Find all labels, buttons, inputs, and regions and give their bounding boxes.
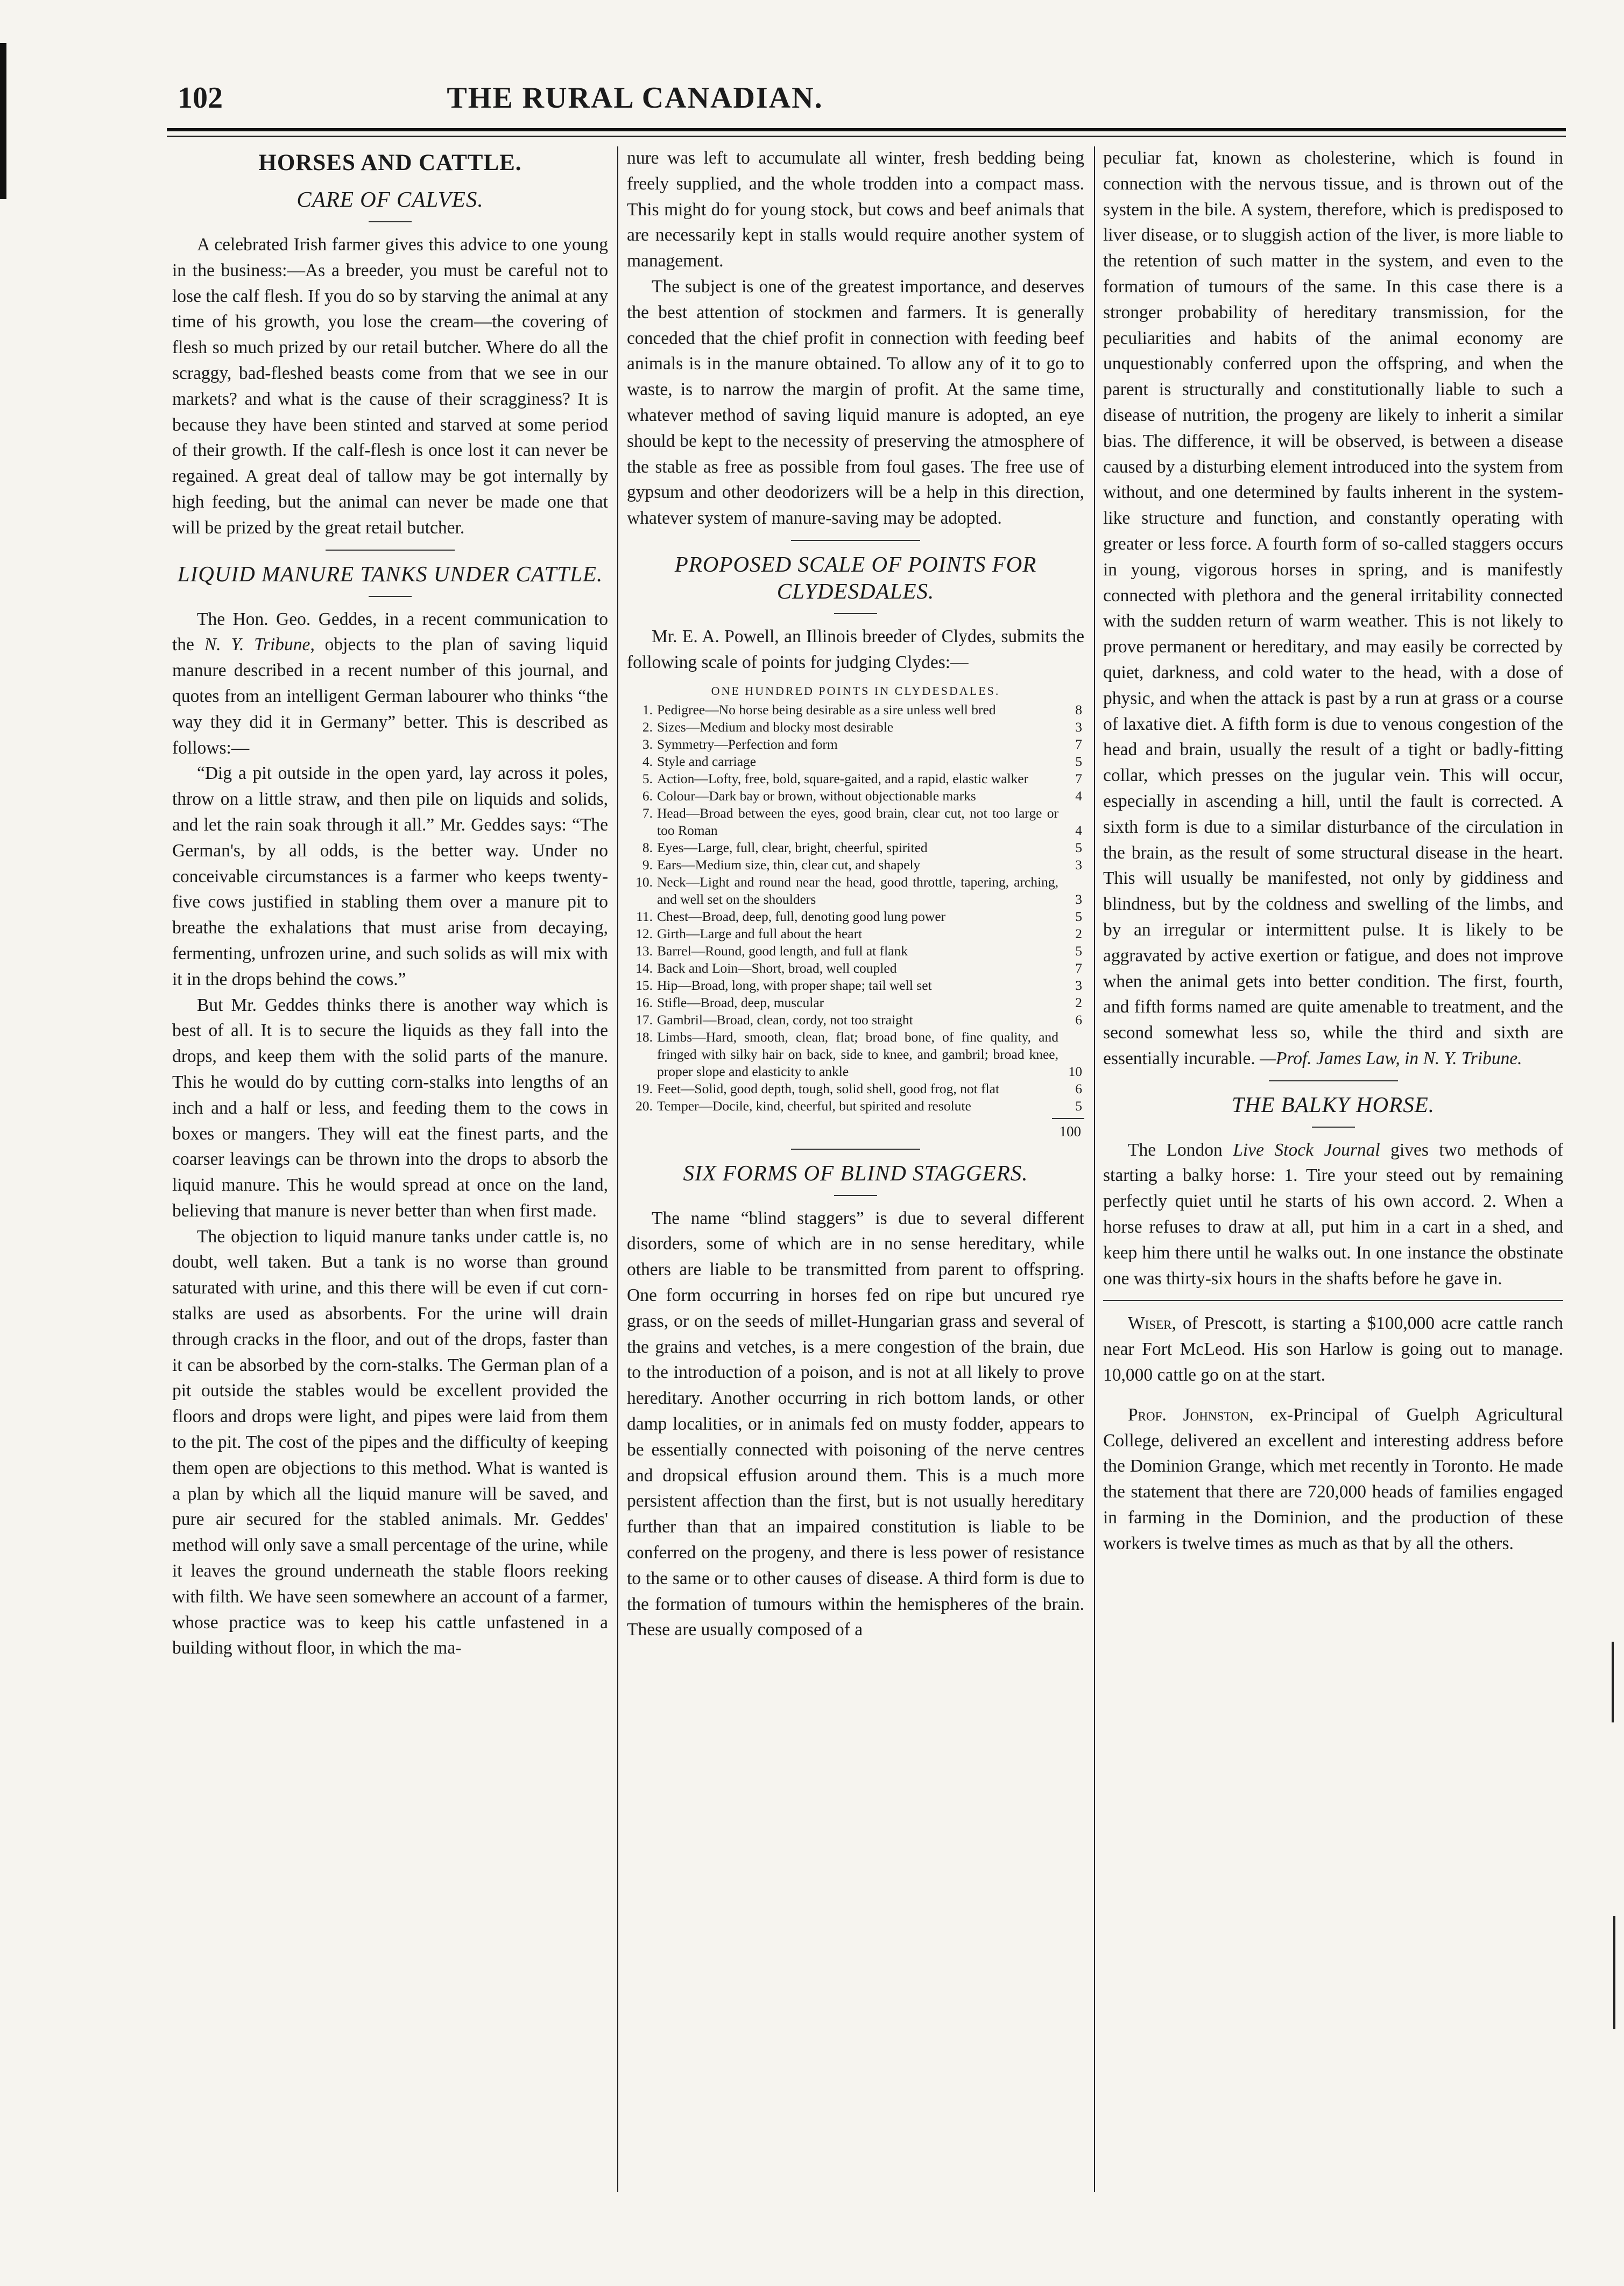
column-divider	[617, 146, 618, 2192]
point-value: 3	[1075, 891, 1082, 907]
article-body: The name “blind staggers” is due to several different disorders, some of which are in no sense hereditary, while others are liable to be transmitted from parent to offspring. One form occurring in horses fed on ripe but uncured rye grass, or on the seeds of millet-Hungarian grass and several of the grains and vetches, is a mere congestion of the brain, due to the introduction of a poison, and is not at all likely to prove hereditary. Another occurring in rich bottom lands, or other damp localities, or in animals fed on musty fodder, appears to be essentially connected with poisoning of the nerve centres and dropsical effusion around them. This is a much more persistent affection than the first, but is not usually hereditary further than that an impaired constitution is liable to be conferred on the progeny, and there is less power of resistance to the same or to other causes of disease. A third form is due to the formation of tumours within the hemispheres of the brain. These are usually composed of a	[627, 1208, 1084, 1640]
points-total: 100	[1059, 1123, 1081, 1140]
column-3	[1103, 145, 1563, 2201]
point-criterion: Action—Lofty, free, bold, square-gaited, and a rapid, elastic walker	[657, 770, 1029, 786]
point-number: 11.	[636, 908, 653, 924]
point-number: 10.	[636, 874, 653, 890]
point-criterion: Eyes—Large, full, clear, bright, cheerful, spirited	[657, 839, 928, 855]
page-number: 102	[178, 81, 223, 115]
brief-item: Prof. Johnston, ex-Principal of Guelph Agricultural College, delivered an excellent and interesting address before the Dominion Grange, which met recently in Toronto. He made the statement that there are 720,000 heads of families engaged in farming in the Dominion, and the production of these workers is twelve times as much as that by all the others.	[1103, 1404, 1563, 1553]
news-briefs	[1103, 1311, 1563, 1556]
points-row	[629, 1029, 1082, 1080]
article-rule	[1103, 1300, 1563, 1301]
article-body: Mr. E. A. Powell, an Illinois breeder of Clydes, submits the following scale of points for judging Clydes:—	[627, 626, 1084, 672]
point-value: 2	[1075, 925, 1082, 941]
points-row	[629, 856, 1082, 874]
article-heading-calves: CARE OF CALVES.	[296, 187, 484, 212]
point-number: 20.	[636, 1098, 653, 1114]
point-number: 1.	[642, 701, 653, 718]
point-criterion: Back and Loin—Short, broad, well coupled	[657, 960, 897, 976]
article-body: “Dig a pit outside in the open yard, lay across it poles, throw on a little straw, and then pile on liquids and solids, and let the rain soak through it all.” Mr. Geddes says: “The German's, by all odds, is the better way. Under no conceivable circumstances is a farmer who keeps twenty-five cows justified in stabling them over a manure pit to breathe the exhalations that must arise from decaying, fermenting, unfrozen urine, and such solids as will mix with it in the drops behind the cows.”	[172, 763, 608, 989]
point-number: 3.	[642, 736, 653, 752]
scan-mark	[1612, 1642, 1614, 1722]
point-number: 15.	[636, 977, 653, 993]
article-heading-staggers: SIX FORMS OF BLIND STAGGERS.	[683, 1160, 1028, 1185]
point-criterion: Feet—Solid, good depth, tough, solid shell, good frog, not flat	[657, 1080, 1000, 1096]
point-value: 5	[1075, 839, 1082, 855]
point-value: 4	[1075, 822, 1082, 838]
section-heading: HORSES AND CATTLE.	[258, 150, 522, 175]
article-body: But Mr. Geddes thinks there is another way which is best of all. It is to secure the liquids as they fall into the drops, and keep them with the solid parts of the manure. This he would do by cutting corn-stalks into lengths of an inch and a half or less, and feeding them to the cows in boxes or mangers. They will eat the finest parts, and the coarser leavings can be thrown into the drops to absorb the liquid manure. This he would spread at once on the land, believing that manure is never better than when first made.	[172, 995, 608, 1221]
points-row	[629, 787, 1082, 805]
point-criterion: Barrel—Round, good length, and full at flank	[657, 942, 908, 959]
point-value: 3	[1075, 977, 1082, 993]
point-number: 7.	[642, 805, 653, 821]
points-row	[629, 960, 1082, 977]
point-value: 5	[1075, 1098, 1082, 1114]
short-rule	[369, 221, 412, 222]
binding-edge	[0, 43, 6, 199]
point-criterion: Style and carriage	[657, 753, 757, 769]
point-value: 5	[1075, 908, 1082, 924]
point-criterion: Gambril—Broad, clean, cordy, not too straight	[657, 1011, 913, 1028]
points-row	[629, 719, 1082, 736]
points-row	[629, 977, 1082, 994]
point-value: 7	[1075, 770, 1082, 786]
point-number: 6.	[642, 787, 653, 804]
point-value: 3	[1075, 719, 1082, 735]
point-criterion: Chest—Broad, deep, full, denoting good lung power	[657, 908, 946, 924]
header-rule-thin	[167, 136, 1566, 137]
point-value: 3	[1075, 856, 1082, 873]
article-body: The London Live Stock Journal gives two methods of starting a balky horse: 1. Tire your steed out by remaining perfectly quiet until he starts of his own accord. 2. When a horse refuses to draw at all, put him in a cart in a shed, and keep him there until he walks out. In one instance the obstinate one was thirty-six hours in the shafts before he gave in.	[1103, 1140, 1563, 1289]
point-number: 9.	[642, 856, 653, 873]
points-row	[629, 1098, 1082, 1115]
point-criterion: Girth—Large and full about the heart	[657, 925, 863, 941]
point-number: 14.	[636, 960, 653, 976]
point-number: 4.	[642, 753, 653, 769]
point-criterion: Ears—Medium size, thin, clear cut, and shapely	[657, 856, 921, 873]
point-number: 19.	[636, 1080, 653, 1096]
column-1	[172, 145, 608, 2201]
point-value: 7	[1075, 960, 1082, 976]
column-divider	[1094, 146, 1095, 2192]
article-rule	[791, 1149, 920, 1150]
point-criterion: Colour—Dark bay or brown, without objectionable marks	[657, 787, 976, 804]
total-rule	[1052, 1118, 1084, 1119]
points-table	[627, 701, 1084, 1115]
point-criterion: Head—Broad between the eyes, good brain, clear cut, not too large or too Roman	[657, 805, 1058, 838]
short-rule	[369, 596, 412, 597]
article-heading-clydesdales: PROPOSED SCALE OF POINTS FOR CLYDESDALES.	[674, 551, 1037, 603]
point-value: 6	[1075, 1011, 1082, 1028]
point-number: 13.	[636, 942, 653, 959]
point-value: 5	[1075, 753, 1082, 769]
points-row	[629, 753, 1082, 770]
column-2	[627, 145, 1084, 2201]
point-criterion: Stifle—Broad, deep, muscular	[657, 994, 824, 1010]
article-rule	[1269, 1080, 1398, 1081]
points-row	[629, 1011, 1082, 1029]
points-row	[629, 908, 1082, 925]
article-rule	[326, 550, 455, 551]
short-rule	[1312, 1127, 1355, 1128]
points-row	[629, 874, 1082, 908]
points-table-title: ONE HUNDRED POINTS IN CLYDESDALES.	[711, 684, 1000, 698]
points-row	[629, 770, 1082, 787]
point-value: 8	[1075, 701, 1082, 718]
article-heading-tanks: LIQUID MANURE TANKS UNDER CATTLE.	[177, 561, 603, 586]
point-number: 2.	[642, 719, 653, 735]
header-rule	[167, 128, 1566, 131]
page-header	[178, 81, 1092, 124]
point-number: 17.	[636, 1011, 653, 1028]
article-body: peculiar fat, known as cholesterine, which is found in connection with the nervous tissue, and is thrown out of the system in the bile. A system, therefore, which is predisposed to liver disease, or to sluggish action of the liver, is more liable to the retention of such matter in the system, and even to the formation of tumours of the same. In this case there is a stronger probability of hereditary transmission, for the peculiarities and habits of the animal economy are unquestionably conferred upon the offspring, and when the parent is structurally and constitutionally liable to such a disease of nutrition, the progeny are likely to inherit a similar bias. The difference, it will be observed, is between a disease caused by a disturbing element introduced into the system from without, and one determined by faults inherent in the system-like structure and function, and constantly operating with greater or less force. A fourth form of so-called staggers occurs in young, vigorous horses in spring, and is manifestly connected with plethora and the general irritability connected with the sudden return of warm weather. This is not likely to prove permanent or hereditary, and may easily be corrected by quiet, darkness, and cold water to the head, with a dose of physic, and when the attack is past by a run at grass or a course of laxative diet. A fifth form is due to venous congestion of the head and brain, usually the result of a tight or badly-fitting collar, which presses on the jugular vein. This will occur, especially in ascending a hill, until the fault is corrected. A sixth form is due to a similar disturbance of the circulation in the brain, as the result of some structural disease in the heart. This will usually be manifested, not only by giddiness and blindness, but by the coldness and swelling of the limbs, and by an irregular or intermittent pulse. It is likely to be aggravated by active exertion or fatigue, and does not improve when the animal gets into better condition. The first, fourth, and fifth forms named are quite amenable to treatment, and the second somewhat less so, while the third and sixth are essentially incurable. —Prof. James Law, in N. Y. Tribune.	[1103, 148, 1563, 1068]
point-criterion: Neck—Light and round near the head, good throttle, tapering, arching, and well set on the shoulders	[657, 874, 1058, 907]
point-criterion: Pedigree—No horse being desirable as a sire unless well bred	[657, 701, 996, 718]
points-row	[629, 925, 1082, 942]
point-value: 4	[1075, 787, 1082, 804]
brief-item: Wiser, of Prescott, is starting a $100,000 acre cattle ranch near Fort McLeod. His son Harlow is going out to manage. 10,000 cattle go on at the start.	[1103, 1313, 1563, 1385]
points-row	[629, 805, 1082, 839]
article-rule	[791, 540, 920, 541]
point-value: 7	[1075, 736, 1082, 752]
point-criterion: Hip—Broad, long, with proper shape; tail well set	[657, 977, 932, 993]
article-body: A celebrated Irish farmer gives this advice to one young in the business:—As a breeder, you must be careful not to lose the calf flesh. If you do so by starving the animal at any time of his growth, you lose the cream—the covering of flesh so much prized by our retail butcher. Where do all the scraggy, bad-fleshed beasts come from that we see in our markets? and what is the cause of their scragginess? It is because they have been stinted and starved at some period of their growth. If the calf-flesh is once lost it can never be regained. A great deal of tallow may be got internally by high feeding, but the animal can never be made one that will be prized by the great retail butcher.	[172, 235, 608, 538]
points-row	[629, 942, 1082, 960]
point-number: 18.	[636, 1029, 653, 1045]
point-value: 6	[1075, 1080, 1082, 1096]
article-signature: —Prof. James Law, in N. Y. Tribune.	[1260, 1048, 1522, 1068]
short-rule	[834, 1195, 877, 1196]
point-number: 16.	[636, 994, 653, 1010]
article-heading-balky: THE BALKY HORSE.	[1231, 1092, 1435, 1117]
points-row	[629, 701, 1082, 719]
scan-mark	[1613, 1916, 1615, 2029]
article-body: The Hon. Geo. Geddes, in a recent communication to the N. Y. Tribune, objects to the plan of saving liquid manure described in a recent number of this journal, and quotes from an intelligent German labourer who thinks “the way they did it in Germany” better. This is described as follows:—	[172, 609, 608, 758]
point-number: 12.	[636, 925, 653, 941]
point-value: 5	[1075, 942, 1082, 959]
points-row	[629, 736, 1082, 753]
point-value: 2	[1075, 994, 1082, 1010]
short-rule	[834, 613, 877, 614]
article-body: The subject is one of the greatest importance, and deserves the best attention of stockmen and farmers. It is generally conceded that the chief profit in connection with feeding beef animals is in the manure obtained. To allow any of it to go to waste, is to narrow the margin of profit. At the same time, whatever method of saving liquid manure is adopted, an eye should be kept to the necessity of preserving the atmosphere of the stable as free as possible from foul gases. The free use of gypsum and other deodorizers will be a help in this direction, whatever system of manure-saving may be adopted.	[627, 276, 1084, 529]
points-row	[629, 994, 1082, 1011]
point-number: 8.	[642, 839, 653, 855]
masthead-title: THE RURAL CANADIAN.	[447, 81, 823, 115]
points-row	[629, 1080, 1082, 1098]
point-value: 10	[1068, 1063, 1082, 1079]
point-criterion: Symmetry—Perfection and form	[657, 736, 838, 752]
article-body: nure was left to accumulate all winter, fresh bedding being freely supplied, and the whole trodden into a compact mass. This might do for young stock, but cows and beef animals that are necessarily kept in stalls would require another system of management.	[627, 148, 1084, 271]
points-row	[629, 839, 1082, 856]
point-number: 5.	[642, 770, 653, 786]
point-criterion: Limbs—Hard, smooth, clean, flat; broad bone, of fine quality, and fringed with silky hair on back, side to knee, and gambril; broad knee, proper slope and elasticity to ankle	[657, 1029, 1058, 1079]
point-criterion: Sizes—Medium and blocky most desirable	[657, 719, 894, 735]
article-body: The objection to liquid manure tanks under cattle is, no doubt, well taken. But a tank is no worse than ground saturated with urine, and this there will be even if cut corn-stalks are used as absorbents. For the urine will drain through cracks in the floor, and out of the drops, faster than it can be absorbed by the corn-stalks. The German plan of a pit outside the stables would be excellent provided the floors and drops were light, and pipes were laid from them to the pit. The cost of the pipes and the difficulty of keeping them open are objections to this method. What is wanted is a plan by which all the liquid manure will be saved, and pure air secured for the stabled animals. Mr. Geddes' method will only save a small percentage of the urine, while it leaves the ground underneath the stable floors reeking with filth. We have seen somewhere an account of a farmer, whose practice was to keep his cattle unfastened in a building without floor, in which the ma-	[172, 1226, 608, 1658]
point-criterion: Temper—Docile, kind, cheerful, but spirited and resolute	[657, 1098, 971, 1114]
